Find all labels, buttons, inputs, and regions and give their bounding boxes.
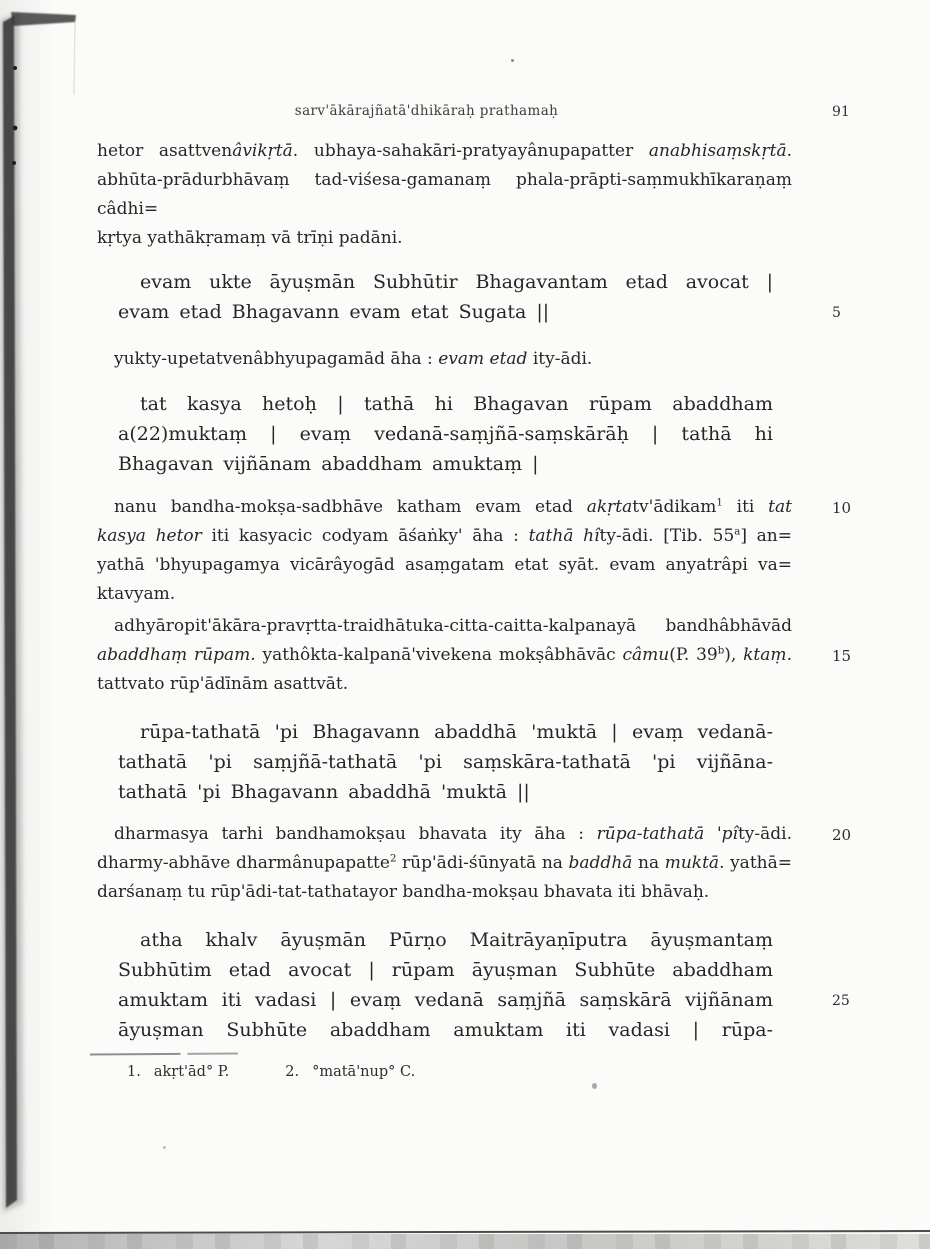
sutra-quote-block: [118, 267, 841, 327]
commentary-block: [97, 137, 792, 253]
footnote-number: 1.: [127, 1064, 141, 1080]
sutra-quote-block: [118, 717, 773, 807]
text-line: Bhagavan vijñānam abaddham amuktaṃ |: [118, 453, 539, 475]
book-spine-shadow: [0, 0, 110, 1249]
text-line: abaddhaṃ rūpam. yathôkta-kalpanā'vivekena mokṣâbhāvāc câmu(P. 39$^b$), ktaṃ. 15: [97, 641, 792, 670]
text-line: abhūta-prādurbhāvaṃ tad-viśesa-gamanaṃ phala-prāpti-saṃmukhīkaraṇaṃ câdhi=: [97, 170, 792, 219]
margin-line-number: 25: [832, 993, 850, 1009]
margin-line-number: 15: [832, 647, 852, 665]
commentary-block: [97, 345, 792, 374]
scan-speck: [163, 1146, 166, 1149]
text-line: hetor asattvenâvikṛtā. ubhaya-sahakāri-pratyayânupapatter anabhisaṃskṛtā.: [97, 141, 792, 161]
running-header: [97, 103, 850, 123]
sutra-quote-block: [118, 389, 773, 479]
scan-bottom-noise-strip: [0, 1234, 930, 1249]
text-line: evam etad Bhagavann evam etat Sugata || 5: [118, 297, 773, 327]
text-line: a(22)muktaṃ | evaṃ vedanā-saṃjñā-saṃskārāḥ | tathā hi: [118, 423, 773, 445]
text-line: evam ukte āyuṣmān Subhūtir Bhagavantam etad avocat |: [140, 271, 773, 293]
margin-line-number: 5: [832, 305, 841, 321]
text-line: yathā 'bhyupagamya vicārâyogād asaṃgatam etat syāt. evam anyatrâpi va=: [97, 555, 792, 575]
text-line: Subhūtim etad avocat | rūpam āyuṣman Subhūte abaddham: [118, 959, 773, 981]
text-line: kasya hetor iti kasyacic codyam āśaṅky' āha : tathā hîty-ādi. [Tib. 55$^a$] an=: [97, 526, 792, 546]
footnote: [127, 1062, 229, 1082]
text-line: tathatā 'pi saṃjñā-tathatā 'pi saṃskāra-tathatā 'pi vijñāna-: [118, 751, 773, 773]
text-line: atha khalv āyuṣmān Pūrṇo Maitrāyaṇīputra āyuṣmantaṃ: [140, 929, 773, 951]
footnote-number: 2.: [285, 1064, 300, 1080]
running-head-title: sarv'ākārajñatā'dhikāraḥ prathamaḥ: [294, 103, 559, 119]
text-line: yukty-upetatvenâbhyupagamād āha : evam etad ity-ādi.: [114, 349, 593, 369]
footnote-text: akṛt'ād° P.: [153, 1064, 230, 1080]
page-content: [97, 95, 852, 1082]
text-line: āyuṣman Subhūte abaddham amuktam iti vadasi | rūpa-: [118, 1019, 773, 1041]
footnote-text: °matā'nup° C.: [312, 1064, 416, 1080]
text-line: darśanaṃ tu rūp'ādi-tat-tathatayor bandha-mokṣau bhavata iti bhāvaḥ.: [97, 882, 710, 902]
commentary-block: [97, 820, 852, 907]
footnote: [285, 1062, 415, 1082]
scan-speck: [511, 59, 514, 62]
scan-speck: [592, 1083, 597, 1089]
footnote-separator-rule: [90, 1052, 238, 1055]
text-line: tat kasya hetoḥ | tathā hi Bhagavan rūpam abaddham: [140, 393, 773, 415]
sutra-quote-block: [118, 925, 850, 1045]
footnotes: [127, 1062, 792, 1082]
page-number: 91: [832, 104, 850, 120]
text-line: dharmy-abhāve dharmânupapatte$^2$ rūp'ādi-śūnyatā na baddhā na muktā. yathā=: [97, 853, 792, 873]
text-line: adhyāropit'ākāra-pravṛtta-traidhātuka-citta-caitta-kalpanayā bandhâbhāvād: [114, 616, 792, 636]
commentary-block: [97, 493, 852, 609]
margin-line-number: 10: [832, 499, 852, 517]
commentary-block: [97, 612, 852, 699]
text-line: tattvato rūp'ādīnām asattvāt.: [97, 674, 349, 694]
text-line: nanu bandha-mokṣa-sadbhāve katham evam etad akṛtatv'ādikam$^1$ iti tat 10: [97, 493, 792, 522]
text-line: ktavyam.: [97, 584, 176, 604]
text-line: dharmasya tarhi bandhamokṣau bhavata ity āha : rūpa-tathatā 'pîty-ādi. 20: [97, 820, 792, 849]
text-line: kṛtya yathākṛamaṃ vā trīṇi padāni.: [97, 228, 403, 248]
text-line: rūpa-tathatā 'pi Bhagavann abaddhā 'muktā | evaṃ vedanā-: [140, 721, 773, 743]
text-blocks: [97, 137, 852, 1045]
text-line: tathatā 'pi Bhagavann abaddhā 'muktā ||: [118, 781, 530, 803]
margin-line-number: 20: [832, 826, 852, 844]
text-line: amuktam iti vadasi | evaṃ vedanā saṃjñā saṃskārā vijñānam 25: [118, 985, 773, 1015]
